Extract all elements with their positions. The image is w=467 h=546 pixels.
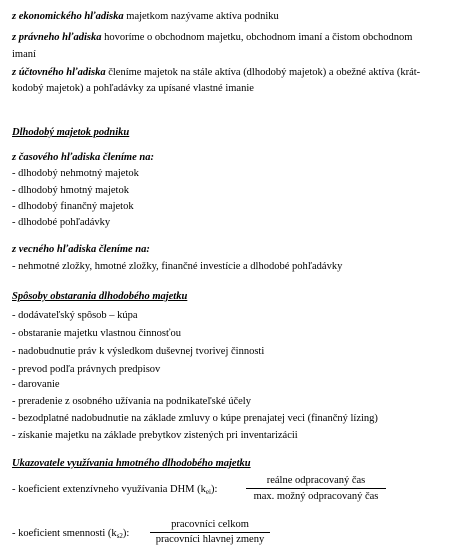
- matter-classification-label: z vecného hľadiska členíme na:: [12, 244, 150, 255]
- extensive-usage-label-suffix: ):: [210, 484, 218, 495]
- shift-coefficient-label-text: - koeficient smennosti (k: [12, 528, 117, 539]
- extensive-usage-fraction-bar: [246, 488, 386, 489]
- extensive-usage-coefficient-label: [12, 483, 217, 499]
- intro-accounting-line: [12, 66, 420, 79]
- acquisition-item: - preradenie z osobného užívania na podnikateľské účely: [12, 396, 251, 407]
- intro-economic-text: majetkom nazývame aktíva podniku: [123, 11, 279, 22]
- acquisition-item: - dodávateľský spôsob – kúpa: [12, 310, 138, 321]
- acquisition-item: - bezodplatné nadobudnutie na základe zmluvy o kúpe prenajatej veci (finančný lízing): [12, 413, 378, 424]
- intro-legal-continuation: imaní: [12, 49, 36, 60]
- intro-accounting-text: členíme majetok na stále aktíva (dlhodobý majetok) a obežné aktíva (krát-: [105, 67, 421, 78]
- extensive-usage-denominator: max. možný odpracovaný čas: [253, 491, 379, 502]
- intro-accounting-continuation: kodobý majetok) a pohľadávky za upísané vlastné imanie: [12, 83, 254, 94]
- time-classification-label: z časového hľadiska členíme na:: [12, 152, 154, 163]
- acquisition-item: - darovanie: [12, 379, 60, 390]
- acquisition-item: - nadobudnutie práv k výsledkom duševnej tvorivej činnosti: [12, 346, 265, 357]
- shift-coefficient-denominator: pracovníci hlavnej zmeny: [155, 534, 265, 545]
- usage-indicators-heading: Ukazovatele využívania hmotného dlhodobého majetku: [12, 458, 251, 469]
- extensive-usage-subscript: ei: [205, 488, 211, 496]
- extensive-usage-label-text: - koeficient extenzívneho využívania DHM (k: [12, 484, 206, 495]
- shift-coefficient-label-suffix: ):: [122, 528, 130, 539]
- intro-accounting-lead: z účtovného hľadiska: [12, 67, 106, 78]
- long-term-assets-heading: Dlhodobý majetok podniku: [12, 127, 130, 138]
- intro-legal-lead: z právneho hľadiska: [12, 32, 102, 43]
- acquisition-methods-heading: Spôsoby obstarania dlhodobého majetku: [12, 291, 188, 302]
- time-item: - dlhodobý nehmotný majetok: [12, 168, 139, 179]
- intro-economic-lead: z ekonomického hľadiska: [12, 11, 124, 22]
- time-item: - dlhodobý finančný majetok: [12, 201, 134, 212]
- time-item: - dlhodobý hmotný majetok: [12, 185, 129, 196]
- shift-coefficient-subscript: s2: [116, 532, 123, 540]
- shift-coefficient-label: [12, 527, 129, 543]
- intro-legal-text: hovoríme o obchodnom majetku, obchodnom imaní a čistom obchodnom: [101, 32, 413, 43]
- matter-item: - nehmotné zložky, hmotné zložky, finančné investície a dlhodobé pohľadávky: [12, 261, 343, 272]
- acquisition-item: - obstaranie majetku vlastnou činnosťou: [12, 328, 181, 339]
- acquisition-item: - prevod podľa právnych predpisov: [12, 364, 161, 375]
- intro-economic-line: [12, 10, 279, 23]
- acquisition-item: - získanie majetku na základe prebytkov zistených pri inventarizácii: [12, 430, 298, 441]
- extensive-usage-numerator: reálne odpracovaný čas: [266, 475, 366, 486]
- time-item: - dlhodobé pohľadávky: [12, 217, 111, 228]
- intro-legal-line: [12, 31, 412, 44]
- shift-coefficient-numerator: pracovníci celkom: [171, 519, 249, 530]
